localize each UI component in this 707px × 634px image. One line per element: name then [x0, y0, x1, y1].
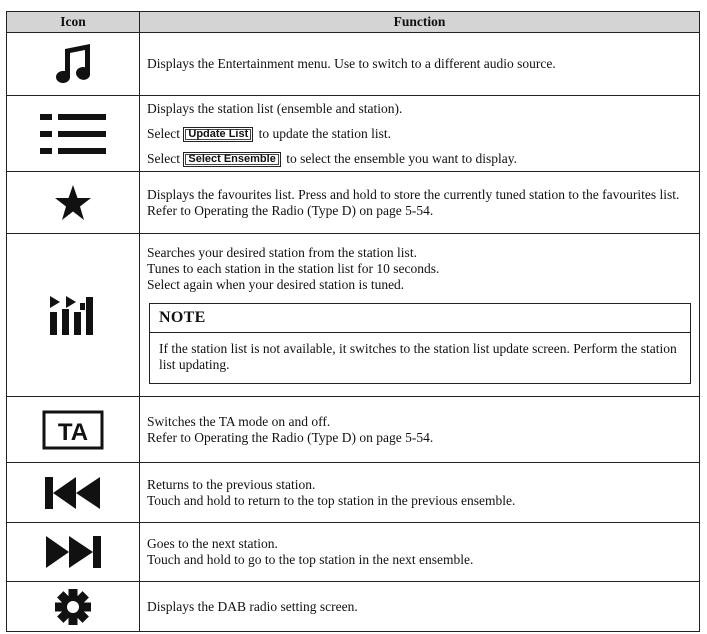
table-row-station-list	[7, 96, 700, 172]
gear-icon	[54, 588, 92, 626]
function-text: Tunes to each station in the station list for 10 seconds.	[147, 260, 440, 276]
star-icon	[54, 185, 92, 221]
table-row-previous	[7, 463, 700, 523]
function-cell	[140, 582, 700, 632]
icon-cell	[7, 96, 140, 172]
icon-cell	[7, 397, 140, 463]
table-header-row	[7, 12, 700, 33]
icon-column-header: Icon	[7, 12, 140, 33]
function-text: Touch and hold to return to the top station in the previous ensemble.	[147, 492, 516, 508]
select-word: Select	[147, 125, 180, 141]
function-cell	[140, 172, 700, 234]
icon-cell	[7, 582, 140, 632]
function-text: Displays the DAB radio setting screen.	[147, 598, 358, 614]
function-cell	[140, 463, 700, 523]
icon-cell	[7, 172, 140, 234]
function-text: Goes to the next station.	[147, 536, 278, 551]
select-ensemble-button[interactable]: Select Ensemble	[183, 152, 280, 167]
select-ensemble-line	[147, 151, 692, 167]
note-title: NOTE	[150, 304, 690, 333]
function-cell	[140, 234, 700, 397]
ensemble-suffix: to select the ensemble you want to display.	[286, 150, 518, 166]
note-box	[149, 303, 691, 384]
function-text: Refer to Operating the Radio (Type D) on page 5-54.	[147, 202, 434, 218]
note-text: If the station list is not available, it switches to the station list update screen. Perform the station list updating.	[159, 340, 677, 372]
function-text: Displays the Entertainment menu. Use to switch to a different audio source.	[147, 56, 556, 71]
ta-icon	[42, 410, 104, 450]
ta-icon-label: TA	[57, 418, 89, 446]
table-row-scan	[7, 234, 700, 397]
update-suffix: to update the station list.	[258, 125, 392, 141]
table-row-settings	[7, 582, 700, 632]
next-station-icon	[45, 535, 101, 569]
function-text: Touch and hold to go to the top station in the next ensemble.	[147, 552, 474, 567]
list-icon	[40, 114, 106, 154]
function-text: Select again when your desired station is tuned.	[147, 276, 405, 292]
table-row-next	[7, 523, 700, 582]
icon-function-table	[6, 11, 700, 632]
update-list-line	[147, 126, 692, 142]
function-cell	[140, 96, 700, 172]
previous-station-icon	[45, 476, 101, 510]
music-note-icon	[52, 42, 94, 86]
scan-icon	[48, 295, 98, 335]
function-text: Switches the TA mode on and off.	[147, 413, 331, 429]
function-text: Searches your desired station from the station list.	[147, 244, 417, 260]
function-cell	[140, 33, 700, 96]
icon-cell	[7, 523, 140, 582]
function-text: Refer to Operating the Radio (Type D) on page 5-54.	[147, 429, 434, 445]
table-row-favourites	[7, 172, 700, 234]
function-text: Displays the favourites list. Press and hold to store the currently tuned station to the favourites list.	[147, 186, 680, 202]
function-text: Displays the station list (ensemble and station).	[147, 100, 403, 116]
icon-cell	[7, 463, 140, 523]
function-column-header: Function	[140, 12, 700, 33]
icon-cell	[7, 234, 140, 397]
update-list-button[interactable]: Update List	[183, 127, 253, 142]
table-row-ta	[7, 397, 700, 463]
table-row-entertainment	[7, 33, 700, 96]
select-word: Select	[147, 150, 180, 166]
icon-cell	[7, 33, 140, 96]
function-cell	[140, 397, 700, 463]
function-text: Returns to the previous station.	[147, 476, 316, 492]
function-cell	[140, 523, 700, 582]
